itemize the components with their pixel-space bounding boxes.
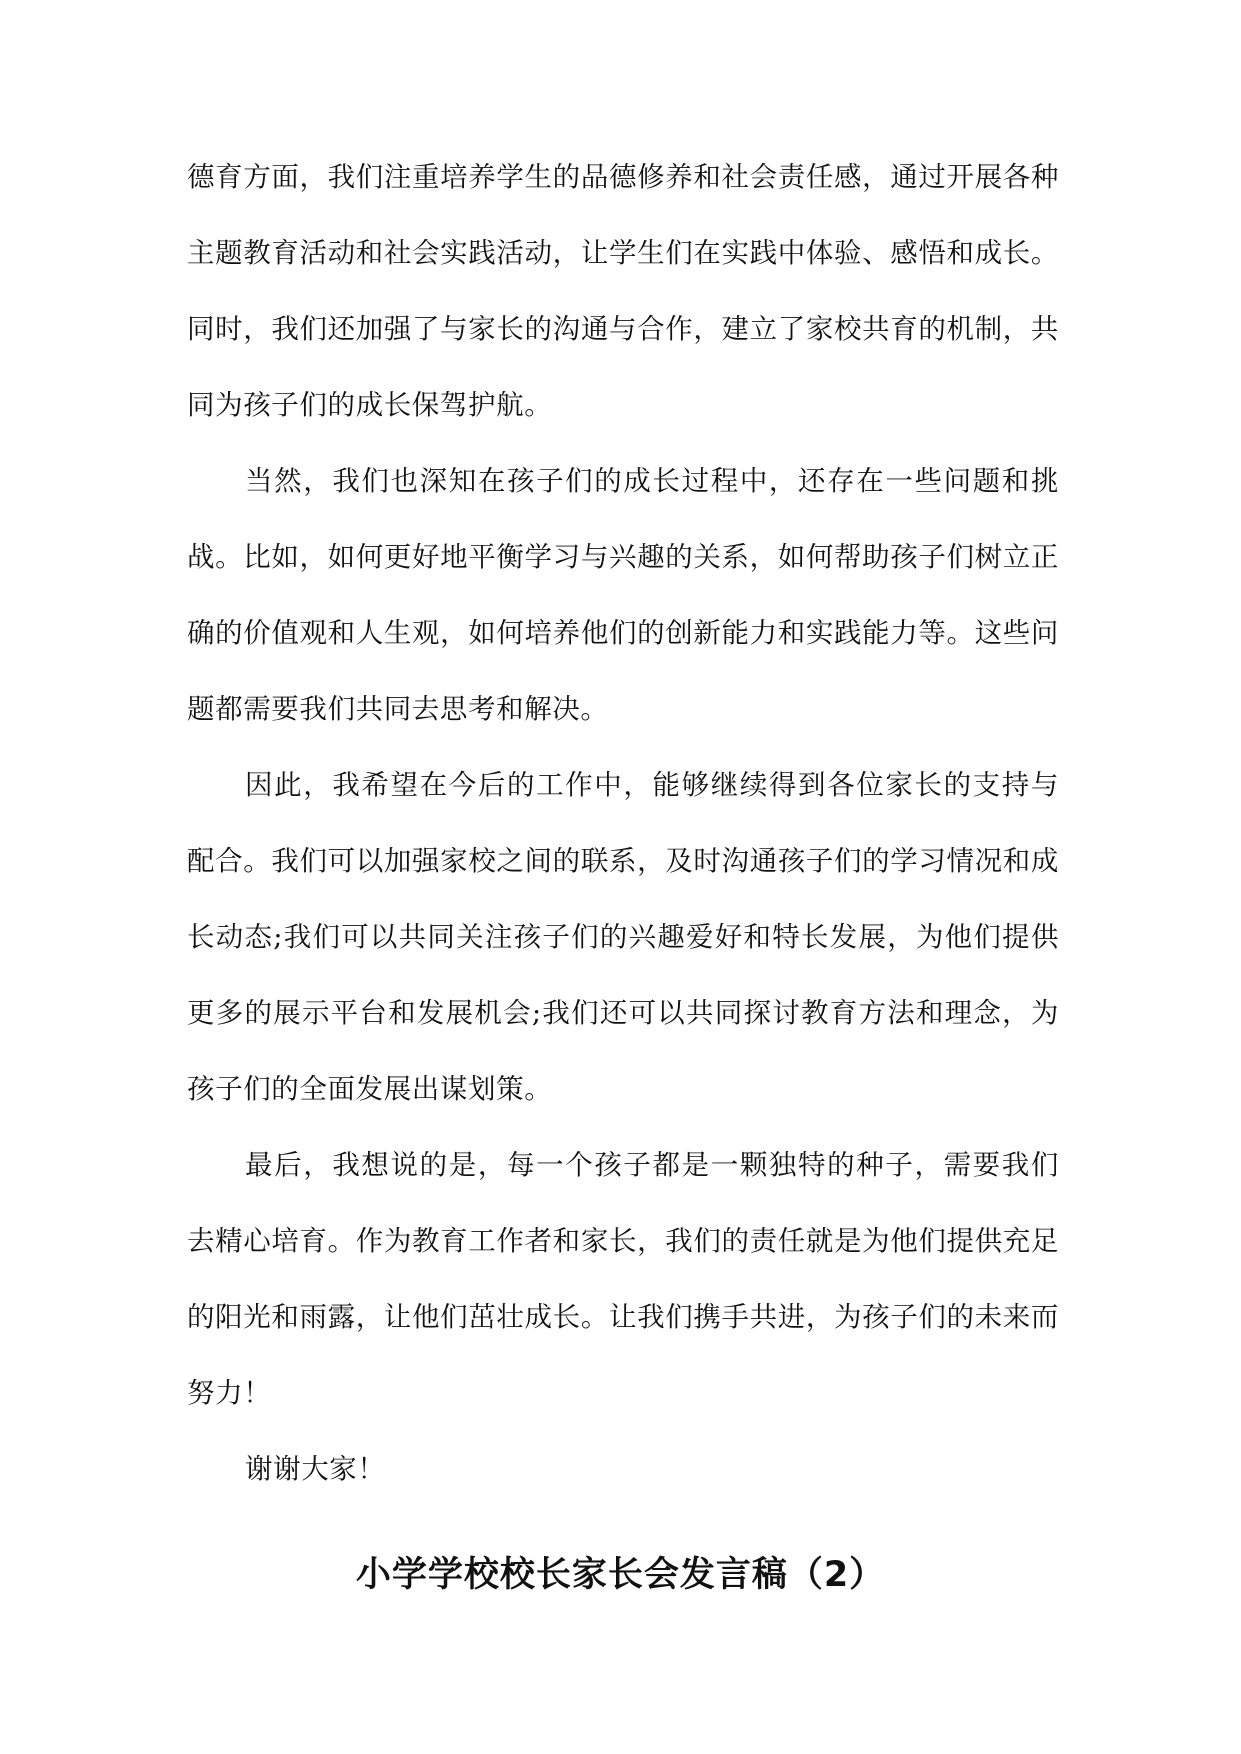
paragraph-challenges: 当然，我们也深知在孩子们的成长过程中，还存在一些问题和挑战。比如，如何更好地平衡学习与兴趣的关系，如何帮助孩子们树立正确的价值观和人生观，如何培养他们的创新能力和实践能力等。这些问题都需要我们共同去思考和解决。 — [187, 465, 1059, 725]
document-body — [187, 139, 1059, 1507]
paragraph-moral-education: 德育方面，我们注重培养学生的品德修养和社会责任感，通过开展各种主题教育活动和社会实践活动，让学生们在实践中体验、感悟和成长。同时，我们还加强了与家长的沟通与合作，建立了家校共育的机制，共同为孩子们的成长保驾护航。 — [187, 161, 1059, 421]
paragraph-cooperation: 因此，我希望在今后的工作中，能够继续得到各位家长的支持与配合。我们可以加强家校之间的联系，及时沟通孩子们的学习情况和成长动态;我们可以共同关注孩子们的兴趣爱好和特长发展，为他们提供更多的展示平台和发展机会;我们还可以共同探讨教育方法和理念，为孩子们的全面发展出谋划策。 — [187, 769, 1059, 1105]
paragraph-closing: 最后，我想说的是，每一个孩子都是一颗独特的种子，需要我们去精心培育。作为教育工作者和家长，我们的责任就是为他们提供充足的阳光和雨露，让他们茁壮成长。让我们携手共进，为孩子们的未来而努力！ — [187, 1149, 1059, 1409]
paragraph-thanks: 谢谢大家！ — [245, 1453, 386, 1485]
section-heading: 小学学校校长家长会发言稿（2） — [355, 1555, 886, 1595]
